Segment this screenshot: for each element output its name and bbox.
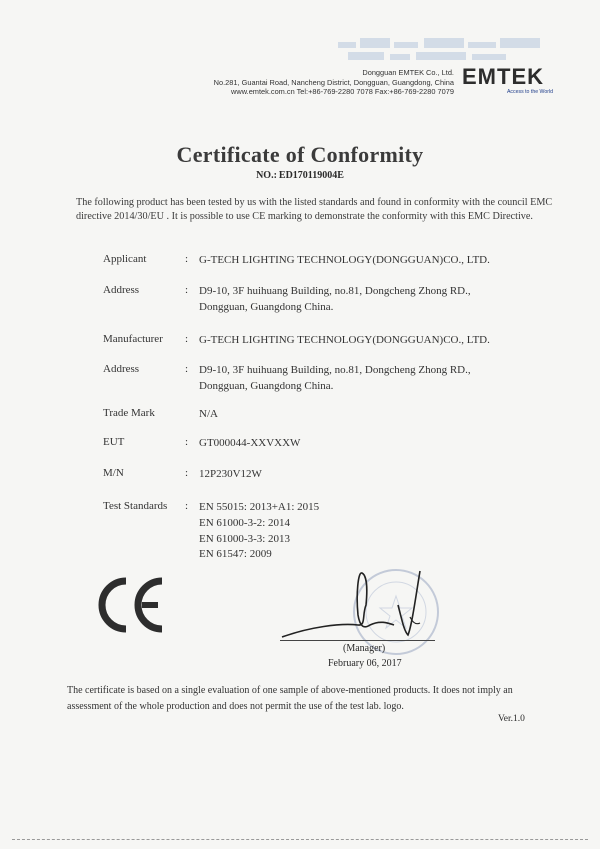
company-address: No.281, Guantai Road, Nancheng District, Dongguan, Guangdong, China [213,77,454,87]
colon: : [185,284,189,296]
trade-mark-value: N/A [199,408,218,420]
colon: : [185,467,189,479]
address-label: Address [103,363,140,375]
eut-label: EUT [103,436,125,448]
standard-item: EN 61000-3-2: 2014 [199,516,291,529]
company-name: Dongguan EMTEK Co., Ltd. [362,68,454,77]
bottom-edge-line [12,839,588,840]
version-label: Ver.1.0 [498,714,525,724]
mn-value: 12P230V12W [199,468,262,480]
logo-tagline: Access to the World [506,89,553,95]
standard-item: EN 61547: 2009 [199,548,272,561]
cert-no-label: NO.: [256,170,277,181]
signature-line [280,640,435,641]
test-standards-label: Test Standards [103,500,168,512]
manager-signature [270,565,440,645]
address-label: Address [103,284,140,296]
emtek-logo [462,66,557,95]
certificate-number [0,170,600,181]
address-line-2: Dongguan, Guangdong China. [199,380,334,392]
eut-value: GT000044-XXVXXW [199,437,301,449]
manufacturer-label: Manufacturer [103,333,163,345]
applicant-value: G-TECH LIGHTING TECHNOLOGY(DONGGUAN)CO., LTD. [199,254,490,266]
colon: : [185,436,189,448]
standards-list [199,500,319,563]
signature-date: February 06, 2017 [328,658,402,669]
applicant-label: Applicant [103,253,147,265]
address-line-2: Dongguan, Guangdong China. [199,301,334,313]
address-line-1: D9-10, 3F huihuang Building, no.81, Dongcheng Zhong RD., [199,364,471,376]
address-line-1: D9-10, 3F huihuang Building, no.81, Dongcheng Zhong RD., [199,285,471,297]
ce-mark-icon [96,575,166,635]
colon: : [185,363,189,375]
company-contact-block [214,68,454,97]
company-contact: www.emtek.com.cn Tel:+86-769-2280 7078 Fax:+86-769-2280 7079 [231,87,454,97]
signatory-role: (Manager) [343,643,386,654]
colon: : [185,500,189,512]
certificate-title: Certificate of Conformity [176,142,424,167]
logo-wordmark: EMTEK [462,64,544,89]
colon: : [185,333,189,345]
manufacturer-value: G-TECH LIGHTING TECHNOLOGY(DONGGUAN)CO., LTD. [199,334,490,346]
standard-item: EN 55015: 2013+A1: 2015 [199,501,320,513]
colon: : [185,253,189,265]
cert-no-value: ED170119004E [278,170,344,181]
intro-paragraph: The following product has been tested by us with the listed standards and found in conformity with the council EMC directive 2014/30/EU . It is possible to use CE marking to demonstrate the conformity with this EMC Directive. [76,197,553,222]
certificate-note: The certificate is based on a single evaluation of one sample of above-mentioned products. It does not imply an assessment of the whole production and does not permit the use of the test lab. logo. [67,685,513,712]
trade-mark-label: Trade Mark [103,407,155,419]
mn-label: M/N [103,467,124,479]
standard-item: EN 61000-3-3: 2013 [199,532,291,545]
